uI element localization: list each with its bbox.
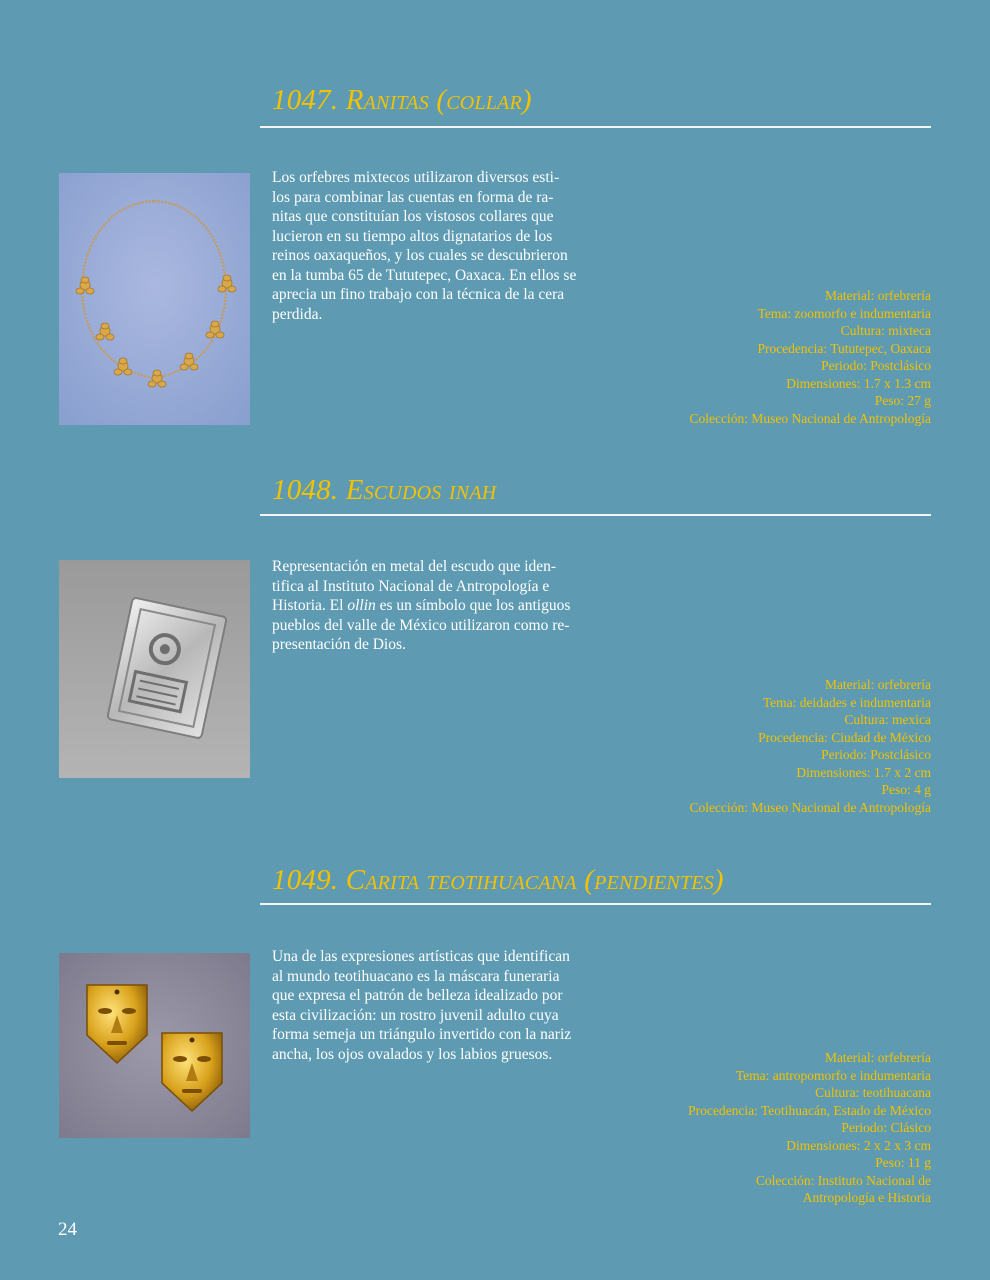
entry-metadata — [591, 1049, 931, 1207]
desc-italic-term: ollin — [347, 597, 376, 614]
page-number: 24 — [58, 1219, 77, 1240]
desc-part: es un símbolo que los antiguos pueblos del valle de México utilizaron como re- presentación de Dios. — [272, 597, 571, 653]
meta-tema: Tema: zoomorfo e indumentaria — [757, 305, 931, 321]
title-rule — [260, 514, 931, 516]
meta-tema: Tema: antropomorfo e indumentaria — [735, 1067, 931, 1083]
meta-periodo: Periodo: Postclásico — [821, 358, 931, 373]
title-rule — [260, 126, 931, 128]
meta-coleccion: Colección: Museo Nacional de Antropología — [689, 410, 931, 426]
meta-tema: Tema: deidades e indumentaria — [762, 694, 931, 710]
entry-number: 1049. — [272, 864, 339, 896]
meta-periodo: Periodo: Clásico — [841, 1120, 931, 1135]
meta-procedencia: Procedencia: Tututepec, Oaxaca — [757, 340, 931, 356]
entry-metadata — [591, 287, 931, 427]
meta-peso: Peso: 11 g — [875, 1155, 931, 1170]
meta-coleccion-cont: Antropología e Historia — [802, 1190, 931, 1205]
meta-cultura: Cultura: teotihuacana — [815, 1085, 931, 1100]
meta-cultura: Cultura: mexica — [844, 712, 931, 727]
meta-coleccion: Colección: Museo Nacional de Antropología — [689, 799, 931, 815]
meta-dimensiones: Dimensiones: 2 x 2 x 3 cm — [786, 1137, 931, 1153]
entry-title — [272, 84, 532, 117]
meta-dimensiones: Dimensiones: 1.7 x 1.3 cm — [786, 375, 931, 391]
meta-periodo: Periodo: Postclásico — [821, 747, 931, 762]
desc-part: Representación en metal del escudo que iden- tifica al Instituto Nacional de Antropología e Historia. El — [272, 558, 557, 614]
entry-name: Escudos inah — [345, 474, 497, 506]
meta-material: Material: orfebrería — [824, 288, 931, 303]
title-rule — [260, 903, 931, 905]
entry-name: Ranitas (collar) — [345, 84, 532, 116]
entry-name: Carita teotihuacana (pendientes) — [345, 864, 724, 896]
entry-title — [272, 474, 496, 507]
shield-image — [59, 560, 250, 778]
meta-material: Material: orfebrería — [824, 1050, 931, 1065]
meta-procedencia: Procedencia: Ciudad de México — [758, 729, 931, 745]
meta-coleccion: Colección: Instituto Nacional de — [755, 1172, 931, 1188]
meta-cultura: Cultura: mixteca — [840, 323, 931, 338]
meta-dimensiones: Dimensiones: 1.7 x 2 cm — [796, 764, 931, 780]
meta-material: Material: orfebrería — [824, 677, 931, 692]
entry-description: Los orfebres mixtecos utilizaron diversos esti- los para combinar las cuentas en forma de ra- nitas que constituían los vistosos collares que lucieron en su tiempo altos dignatarios de los reinos oaxaqueños, y los cuales se descubrieron en la tumba 65 de Tututepec, Oaxaca. En ellos se aprecia un fino trabajo con la técnica de la cera perdida. — [272, 169, 577, 323]
entry-number: 1048. — [272, 474, 339, 506]
meta-peso: Peso: 4 g — [881, 782, 931, 797]
entry-description: Una de las expresiones artísticas que identifican al mundo teotihuacano es la máscara funeraria que expresa el patrón de belleza idealizado por esta civilización: un rostro juvenil adulto cuya forma semeja un triángulo invertido con la nariz ancha, los ojos ovalados y los labios gruesos. — [272, 948, 572, 1063]
entry-number: 1047. — [272, 84, 339, 116]
meta-peso: Peso: 27 g — [874, 393, 931, 408]
meta-procedencia: Procedencia: Teotihuacán, Estado de México — [688, 1102, 931, 1118]
necklace-image — [59, 173, 250, 425]
entry-description — [272, 557, 617, 655]
masks-image — [59, 953, 250, 1138]
entry-title — [272, 864, 724, 897]
entry-metadata — [591, 676, 931, 816]
